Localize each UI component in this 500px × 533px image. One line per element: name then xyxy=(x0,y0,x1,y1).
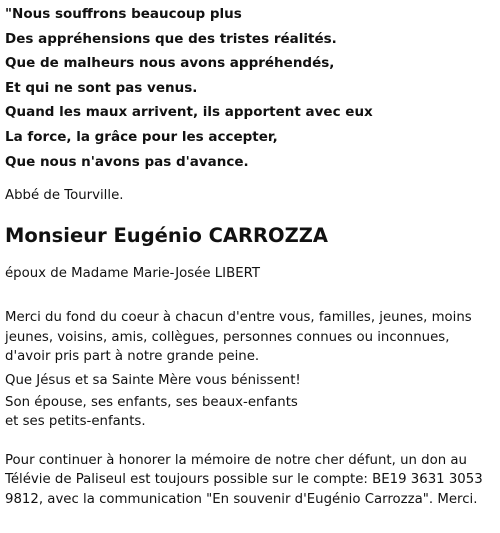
poem-author: Abbé de Tourville. xyxy=(5,188,124,204)
poem-line: "Nous souffrons beaucoup plus xyxy=(5,6,242,22)
family-line: et ses petits-enfants. xyxy=(5,414,146,430)
obituary-notice xyxy=(5,0,495,510)
family-signature xyxy=(5,393,495,432)
deceased-name: Monsieur Eugénio CARROZZA xyxy=(5,224,329,248)
poem-line: La force, la grâce pour les accepter, xyxy=(5,128,278,145)
poem-line: Et qui ne sont pas venus. xyxy=(5,79,198,96)
thanks-paragraph: Merci du fond du coeur à chacun d'entre vous, familles, jeunes, moins jeunes, voisins, amis, collègues, personnes connues ou inconnues, d'avoir pris part à notre grande peine. xyxy=(5,310,472,365)
poem-quote xyxy=(5,2,495,174)
poem-line: Que de malheurs nous avons appréhendés, xyxy=(5,55,335,72)
poem-line: Des appréhensions que des tristes réalités. xyxy=(5,30,337,47)
poem-line: Quand les maux arrivent, ils apportent avec eux xyxy=(5,104,373,121)
family-line: Son épouse, ses enfants, ses beaux-enfants xyxy=(5,394,298,410)
blessing-line: Que Jésus et sa Sainte Mère vous bénissent! xyxy=(5,372,301,388)
spouse-line: époux de Madame Marie-Josée LIBERT xyxy=(5,266,261,282)
poem-line: Que nous n'avons pas d'avance. xyxy=(5,153,249,170)
donation-paragraph: Pour continuer à honorer la mémoire de notre cher défunt, un don au Télévie de Paliseul est toujours possible sur le compte: BE19 3631 3053 9812, avec la communication "En souvenir d'Eugénio Carrozza". Merci. xyxy=(5,452,483,507)
